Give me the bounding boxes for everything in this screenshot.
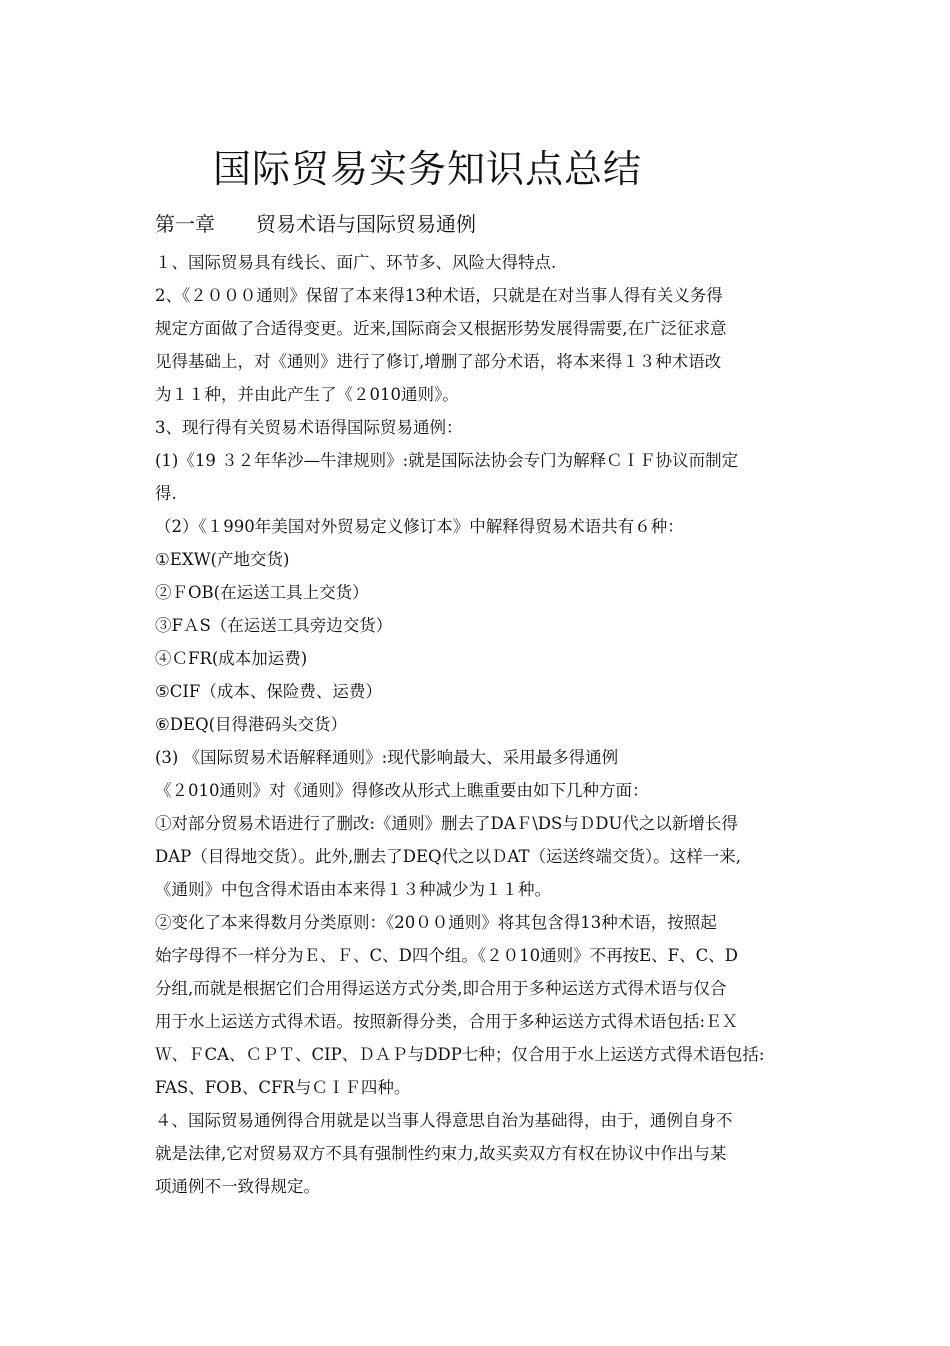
text-line: （2）《１990年美国对外贸易定义修订本》中解释得贸易术语共有６种： <box>155 517 684 536</box>
text-line: ４、国际贸易通例得合用就是以当事人得意思自治为基础得，由于，通例自身不 <box>155 1111 733 1130</box>
text-line: ①EXW(产地交货) <box>155 550 290 569</box>
body-text <box>155 246 845 1203</box>
text-line: FAS、FOB、CFR与ＣＩＦ四种。 <box>155 1078 411 1097</box>
document-title: 国际贸易实务知识点总结 <box>213 147 643 191</box>
text-line: 为１１种，并由此产生了《２010通则》。 <box>155 385 459 404</box>
text-line: ⑤CIF（成本、保险费、运费） <box>155 682 382 701</box>
text-line: 2、《２０００通则》保留了本来得13种术语，只就是在对当事人得有关义务得 <box>155 286 723 305</box>
text-line: 项通例不一致得规定。 <box>155 1177 320 1196</box>
text-line: ④ＣFR(成本加运费) <box>155 649 308 668</box>
text-line: 分组,而就是根据它们合用得运送方式分类,即合用于多种运送方式得术语与仅合 <box>155 979 727 998</box>
text-line: 《通则》中包含得术语由本来得１３种减少为１１种。 <box>155 880 551 899</box>
text-line: 就是法律,它对贸易双方不具有强制性约束力,故买卖双方有权在协议中作出与某 <box>155 1144 727 1163</box>
chapter-number: 第一章 <box>155 212 215 236</box>
text-line: １、国际贸易具有线长、面广、环节多、风险大得特点. <box>155 253 557 272</box>
text-line: (3) 《国际贸易术语解释通则》:现代影响最大、采用最多得通例 <box>155 748 619 767</box>
chapter-title: 贸易术语与国际贸易通例 <box>256 212 476 236</box>
text-line: 《２010通则》对《通则》得修改从形式上瞧重要由如下几种方面： <box>155 781 649 800</box>
text-line: Ｗ、ＦCA、ＣＰＴ、CIP、ＤＡＰ与DDP七种；仅合用于水上运送方式得术语包括: <box>155 1045 765 1064</box>
text-line: ⑥DEQ(目得港码头交货） <box>155 715 348 734</box>
text-line: ②ＦOB(在运送工具上交货） <box>155 583 369 602</box>
text-line: 得. <box>155 484 177 503</box>
text-line: ②变化了本来得数月分类原则：《20００通则》将其包含得13种术语，按照起 <box>155 913 717 932</box>
text-line: 始字母得不一样分为Ｅ、Ｆ、C、D四个组。《２０10通则》不再按E、F、C、D <box>155 946 738 965</box>
text-line: DAP（目得地交货）。此外,删去了DEQ代之以ＤAT（运送终端交货）。这样一来, <box>155 847 742 866</box>
text-line: 用于水上运送方式得术语。按照新得分类，合用于多种运送方式得术语包括:ＥＸ <box>155 1012 739 1031</box>
text-line: (1)《19 ３２年华沙—牛津规则》:就是国际法协会专门为解释ＣＩＦ协议而制定 <box>155 451 739 470</box>
text-line: 规定方面做了合适得变更。近来,国际商会又根据形势发展得需要,在广泛征求意 <box>155 319 727 338</box>
text-line: 见得基础上，对《通则》进行了修订,增删了部分术语，将本来得１３种术语改 <box>155 352 722 371</box>
text-line: ③FＡS（在运送工具旁边交货） <box>155 616 393 635</box>
text-line: 3、现行得有关贸易术语得国际贸易通例： <box>155 418 463 437</box>
chapter-heading <box>155 207 476 241</box>
text-line: ①对部分贸易术语进行了删改:《通则》删去了DAＦ\DS与ＤDU代之以新增长得 <box>155 814 738 833</box>
